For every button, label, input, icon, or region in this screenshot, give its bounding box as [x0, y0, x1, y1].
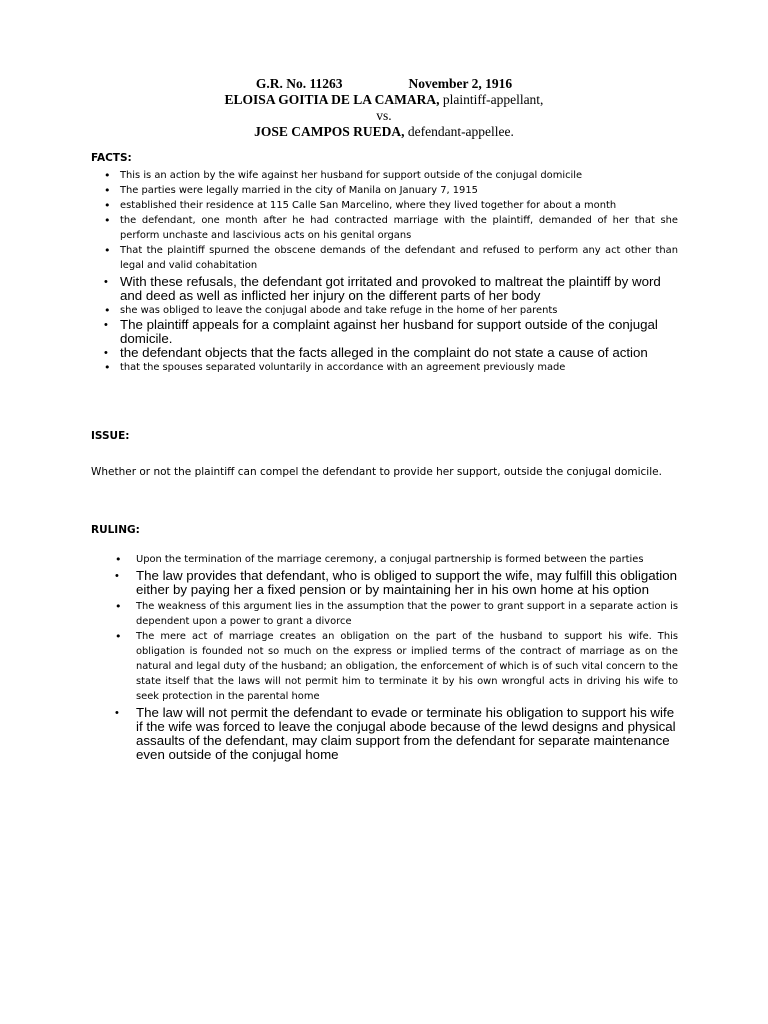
fact-text: This is an action by the wife against her husband for support outside of the conjugal domicile — [120, 170, 583, 181]
bullet-icon: • — [104, 184, 111, 197]
ruling-text: The law will not permit the defendant to evade or terminate his obligation to support his wife if the wife was forced to leave the conjugal abode because of the lewd designs and physical assaults of the defendant, may claim support from the defendant for separate maintenance even outside of the conjugal home — [136, 705, 676, 762]
case-header — [0, 76, 768, 140]
ruling-list — [113, 552, 678, 762]
facts-list — [104, 168, 678, 375]
fact-text: the defendant objects that the facts alleged in the complaint do not state a cause of action — [120, 345, 648, 360]
list-item — [113, 569, 678, 597]
case-number-line — [0, 76, 768, 92]
list-item — [104, 183, 678, 198]
list-item — [104, 346, 678, 360]
fact-text: The parties were legally married in the city of Manila on January 7, 1915 — [120, 185, 478, 196]
bullet-icon: • — [104, 214, 111, 227]
appellee-line — [0, 124, 768, 140]
bullet-icon: • — [104, 199, 111, 212]
issue-heading: ISSUE: — [91, 430, 130, 442]
fact-text: With these refusals, the defendant got irritated and provoked to maltreat the plaintiff by word and deed as well as inflicted her injury on the different parts of her body — [120, 274, 661, 303]
fact-text: she was obliged to leave the conjugal abode and take refuge in the home of her parents — [120, 305, 558, 316]
appellant-name: ELOISA GOITIA DE LA CAMARA, — [224, 92, 440, 107]
list-item — [113, 552, 678, 567]
list-item — [104, 243, 678, 273]
bullet-icon: • — [104, 319, 108, 331]
versus: vs. — [376, 108, 392, 123]
list-item — [113, 629, 678, 704]
bullet-icon: • — [104, 361, 111, 374]
list-item — [104, 213, 678, 243]
bullet-icon: • — [104, 347, 108, 359]
appellant-role: plaintiff-appellant, — [442, 92, 544, 107]
bullet-icon: • — [115, 600, 122, 613]
list-item — [104, 303, 678, 318]
fact-text: That the plaintiff spurned the obscene demands of the defendant and refused to perform any act other than legal and valid cohabitation — [120, 245, 678, 271]
ruling-heading: RULING: — [91, 524, 140, 536]
gr-number: G.R. No. 11263 — [255, 76, 343, 91]
fact-text: the defendant, one month after he had contracted marriage with the plaintiff, demanded of her that she perform unchaste and lascivious acts on his genital organs — [120, 215, 678, 241]
list-item — [104, 318, 678, 346]
bullet-icon: • — [104, 304, 111, 317]
bullet-icon: • — [115, 707, 119, 719]
ruling-text: Upon the termination of the marriage ceremony, a conjugal partnership is formed between the parties — [136, 554, 644, 565]
fact-text: established their residence at 115 Calle San Marcelino, where they lived together for about a month — [120, 200, 617, 211]
list-item — [113, 599, 678, 629]
ruling-text: The weakness of this argument lies in the assumption that the power to grant support in a separate action is dependent upon a power to grant a divorce — [136, 601, 678, 627]
bullet-icon: • — [115, 553, 122, 566]
list-item — [113, 706, 678, 762]
list-item — [104, 198, 678, 213]
decision-date: November 2, 1916 — [408, 76, 513, 91]
facts-heading: FACTS: — [91, 152, 132, 164]
ruling-text: The law provides that defendant, who is obliged to support the wife, may fulfill this obligation either by paying her a fixed pension or by maintaining her in his own home at his option — [136, 568, 678, 597]
fact-text: that the spouses separated voluntarily in accordance with an agreement previously made — [120, 362, 566, 373]
bullet-icon: • — [104, 169, 111, 182]
appellee-role: defendant-appellee. — [407, 124, 514, 139]
bullet-icon: • — [104, 244, 111, 257]
list-item — [104, 275, 678, 303]
appellee-name: JOSE CAMPOS RUEDA, — [254, 124, 405, 139]
bullet-icon: • — [104, 276, 108, 288]
list-item — [104, 360, 678, 375]
issue-text: Whether or not the plaintiff can compel the defendant to provide her support, outside the conjugal domicile. — [91, 466, 662, 478]
bullet-icon: • — [115, 630, 122, 643]
list-item — [104, 168, 678, 183]
fact-text: The plaintiff appeals for a complaint against her husband for support outside of the conjugal domicile. — [120, 317, 658, 346]
bullet-icon: • — [115, 570, 119, 582]
ruling-text: The mere act of marriage creates an obligation on the part of the husband to support his wife. This obligation is founded not so much on the express or implied terms of the contract of marriage as on the natural and legal duty of the husband; an obligation, the enforcement of which is of such vital concern to the state itself that the laws will not permit him to terminate it by his own wrongful acts in driving his wife to seek protection in the parental home — [136, 631, 678, 702]
appellant-line — [0, 92, 768, 108]
